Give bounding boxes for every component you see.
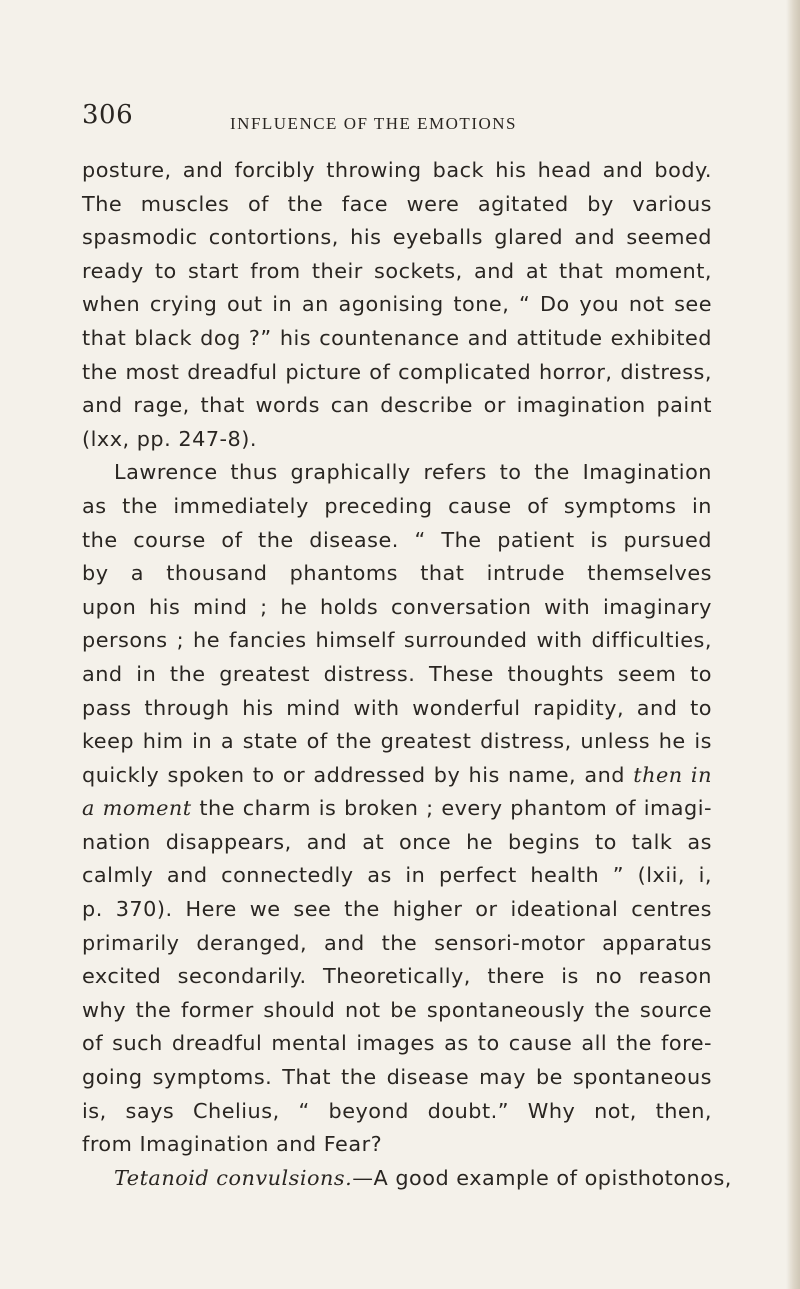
text-line: pass through his mind with wonderful rapidity, and to (82, 695, 712, 720)
text-line: of such dreadful mental images as to cause all the fore- (82, 1031, 712, 1056)
text-line: excited secondarily. Theoretically, there is no reason (82, 964, 712, 989)
text-line: by a thousand phantoms that intrude themselves (82, 561, 712, 586)
page-edge-shadow (786, 0, 800, 1289)
text-line: keep him in a state of the greatest distress, unless he is (82, 729, 712, 754)
page-header (82, 100, 722, 140)
text-line (82, 759, 712, 793)
running-title: INFLUENCE OF THE EMOTIONS (230, 114, 517, 133)
text-line: and rage, that words can describe or imagination paint (82, 393, 712, 418)
text-line: The muscles of the face were agitated by various (82, 191, 712, 216)
text-line: nation disappears, and at once he begins to talk as (82, 829, 712, 854)
italic-heading: Tetanoid convulsions. (114, 1165, 353, 1190)
text-line: from Imagination and Fear? (82, 1132, 383, 1157)
page-number: 306 (82, 100, 134, 130)
italic-phrase: then in (633, 762, 712, 787)
text-line: primarily deranged, and the sensori-motor apparatus (82, 930, 712, 955)
text-line: as the immediately preceding cause of symptoms in (82, 493, 712, 518)
text-line: ready to start from their sockets, and at that moment, (82, 258, 712, 283)
text-line: spasmodic contortions, his eyeballs glared and seemed (82, 225, 712, 250)
text-line: when crying out in an agonising tone, “ Do you not see (82, 292, 712, 317)
line-text: —A good example of opisthotonos, (352, 1165, 732, 1190)
text-line: why the former should not be spontaneously the source (82, 997, 712, 1022)
text-line: posture, and forcibly throwing back his head and body. (82, 158, 712, 182)
text-line: the most dreadful picture of complicated horror, distress, (82, 359, 712, 384)
text-line (82, 1162, 732, 1196)
text-line: the course of the disease. “ The patient is pursued (82, 527, 712, 552)
text-line: and in the greatest distress. These thoughts seem to (82, 661, 712, 686)
italic-phrase: a moment (82, 796, 192, 821)
text-line: p. 370). Here we see the higher or ideational centres (82, 897, 712, 922)
text-line: (lxx, pp. 247-8). (82, 426, 258, 451)
text-line: persons ; he fancies himself surrounded with difficulties, (82, 628, 712, 653)
text-line: going symptoms. That the disease may be spontaneous (82, 1065, 712, 1090)
line-text: the charm is broken ; every phantom of imagi- (199, 796, 712, 821)
line-text: quickly spoken to or addressed by his name, and (82, 762, 626, 787)
text-line: calmly and connectedly as in perfect health ” (lxii, i, (82, 863, 712, 888)
text-line (82, 792, 712, 826)
text-line: that black dog ?” his countenance and attitude exhibited (82, 325, 712, 350)
text-line: is, says Chelius, “ beyond doubt.” Why not, then, (82, 1098, 712, 1123)
body-text (82, 154, 732, 1195)
text-line: Lawrence thus graphically refers to the Imagination (114, 460, 712, 485)
text-line: upon his mind ; he holds conversation with imaginary (82, 594, 712, 619)
